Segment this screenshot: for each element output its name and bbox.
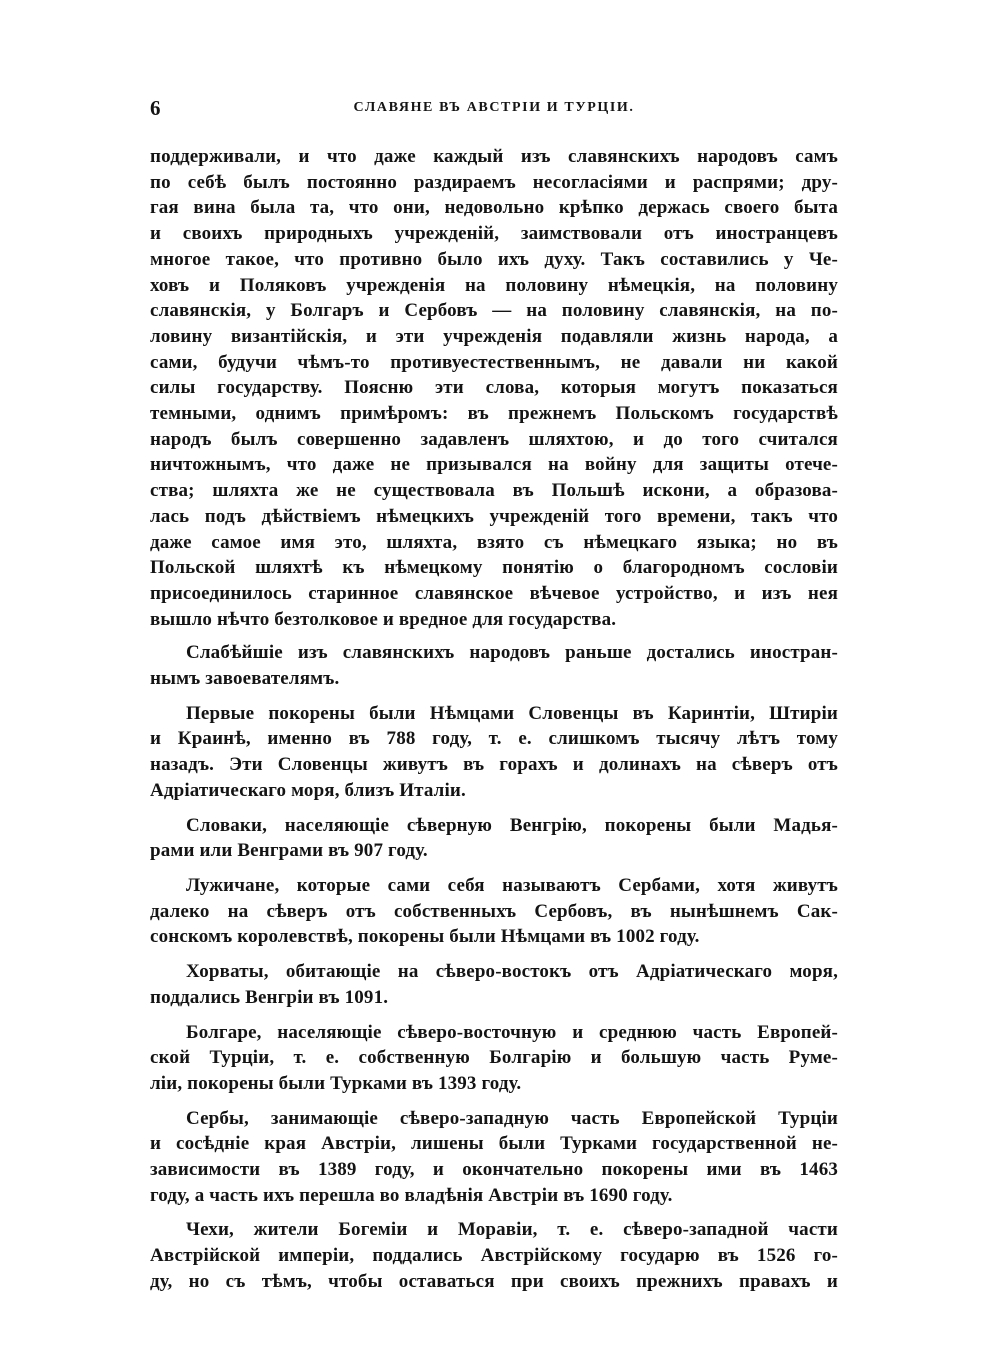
text-line: ду, но съ тѣмъ, чтобы оставаться при своихъ прежнихъ правахъ и <box>150 1270 838 1292</box>
paragraph <box>150 813 838 864</box>
text-line: вышло нѣчто безтолковое и вредное для государства. <box>150 608 617 630</box>
text-line: Адріатическаго моря, близъ Италіи. <box>150 779 466 801</box>
text-line: сами, будучи чѣмъ-то противуестественнымъ, не давали ни какой <box>150 351 838 373</box>
text-line: темными, однимъ примѣромъ: въ прежнемъ Польскомъ государствѣ <box>150 403 838 425</box>
text-line: рами или Венграми въ 907 году. <box>150 840 428 862</box>
text-line: присоединилось старинное славянское вѣчевое устройство, и изъ нея <box>150 582 838 604</box>
text-line: Хорваты, обитающіе на сѣверо-востокъ отъ Адріатическаго моря, <box>186 961 838 983</box>
body-text <box>150 144 838 1295</box>
text-line: Польской шляхтѣ къ нѣмецкому понятію о благородномъ сословіи <box>150 557 838 579</box>
text-line: и сосѣдніе края Австріи, лишены были Турками государственной не- <box>150 1133 838 1155</box>
paragraph <box>150 959 838 1010</box>
paragraph <box>150 873 838 950</box>
text-line: ловину византійскія, и эти учрежденія подавляли жизнь народа, а <box>150 325 838 347</box>
text-line: Сербы, занимающіе сѣверо-западную часть Европейской Турціи <box>186 1107 838 1129</box>
text-line: даже самое имя это, шляхта, взято съ нѣмецкаго языка; но въ <box>150 531 838 553</box>
page-number: 6 <box>150 96 161 120</box>
running-header <box>150 96 838 126</box>
text-line: лась подъ дѣйствіемъ нѣмецкихъ учрежденій того времени, такъ что <box>150 505 838 527</box>
text-line: ліи, покорены были Турками въ 1393 году. <box>150 1072 522 1094</box>
paragraph <box>150 144 838 632</box>
text-line: народъ былъ совершенно задавленъ шляхтою, и до того считался <box>150 428 838 450</box>
text-line: поддерживали, и что даже каждый изъ славянскихъ народовъ самъ <box>150 146 838 167</box>
paragraph <box>150 1106 838 1209</box>
paragraph <box>150 640 838 691</box>
text-line: поддались Венгріи въ 1091. <box>150 986 389 1008</box>
text-line: Первые покорены были Нѣмцами Словенцы въ Каринтіи, Штиріи <box>186 702 838 724</box>
text-line: ховъ и Поляковъ учрежденія на половину нѣмецкія, на половину <box>150 274 838 296</box>
text-line: и Краинѣ, именно въ 788 году, т. е. слишкомъ тысячу лѣтъ тому <box>150 728 838 750</box>
text-line: зависимости въ 1389 году, и окончательно покорены ими въ 1463 <box>150 1159 838 1181</box>
text-line: многое такое, что противно было ихъ духу. Такъ составились у Че- <box>150 248 838 270</box>
text-line: году, а часть ихъ перешла во владѣнія Австріи въ 1690 году. <box>150 1184 673 1206</box>
running-title: СЛАВЯНЕ ВЪ АВСТРІИ И ТУРЦІИ. <box>353 100 635 115</box>
book-page <box>150 96 838 1304</box>
text-line: славянскія, у Болгаръ и Сербовъ — на половину славянскія, на по- <box>150 300 838 322</box>
text-line: силы государству. Поясню эти слова, которыя могутъ показаться <box>150 377 838 399</box>
text-line: Слабѣйшіе изъ славянскихъ народовъ раньше достались иностран- <box>186 642 838 664</box>
text-line: ской Турціи, т. е. собственную Болгарію и большую часть Руме- <box>150 1047 838 1069</box>
text-line: гая вина была та, что они, недовольно крѣпко держась своего быта <box>150 197 838 219</box>
text-line: сонскомъ королевствѣ, покорены были Нѣмцами въ 1002 году. <box>150 926 700 948</box>
text-line: Австрійской имперіи, поддались Австрійскому государю въ 1526 го- <box>150 1245 838 1267</box>
paragraph <box>150 1020 838 1097</box>
text-line: Лужичане, которые сами себя называютъ Сербами, хотя живутъ <box>186 874 838 896</box>
text-line: ничтожнымъ, что даже не призывался на войну для защиты отече- <box>150 454 838 476</box>
text-line: Чехи, жители Богеміи и Моравіи, т. е. сѣверо-западной части <box>186 1219 838 1241</box>
text-line: ства; шляхта же не существовала въ Польшѣ искони, а образова- <box>150 480 838 502</box>
text-line: далеко на сѣверъ отъ собственныхъ Сербовъ, въ нынѣшнемъ Сак- <box>150 900 838 922</box>
text-line: нымъ завоевателямъ. <box>150 668 340 690</box>
text-line: назадъ. Эти Словенцы живутъ въ горахъ и долинахъ на сѣверъ отъ <box>150 754 838 776</box>
paragraph <box>150 701 838 804</box>
text-line: Болгаре, населяющіе сѣверо-восточную и среднюю часть Европей- <box>186 1021 838 1043</box>
text-line: и своихъ природныхъ учрежденій, заимствовали отъ иностранцевъ <box>150 223 838 245</box>
paragraph <box>150 1217 838 1294</box>
text-line: по себѣ былъ постоянно раздираемъ несогласіями и распрями; дру- <box>150 171 838 193</box>
text-line: Словаки, населяющіе сѣверную Венгрію, покорены были Мадья- <box>186 814 838 836</box>
